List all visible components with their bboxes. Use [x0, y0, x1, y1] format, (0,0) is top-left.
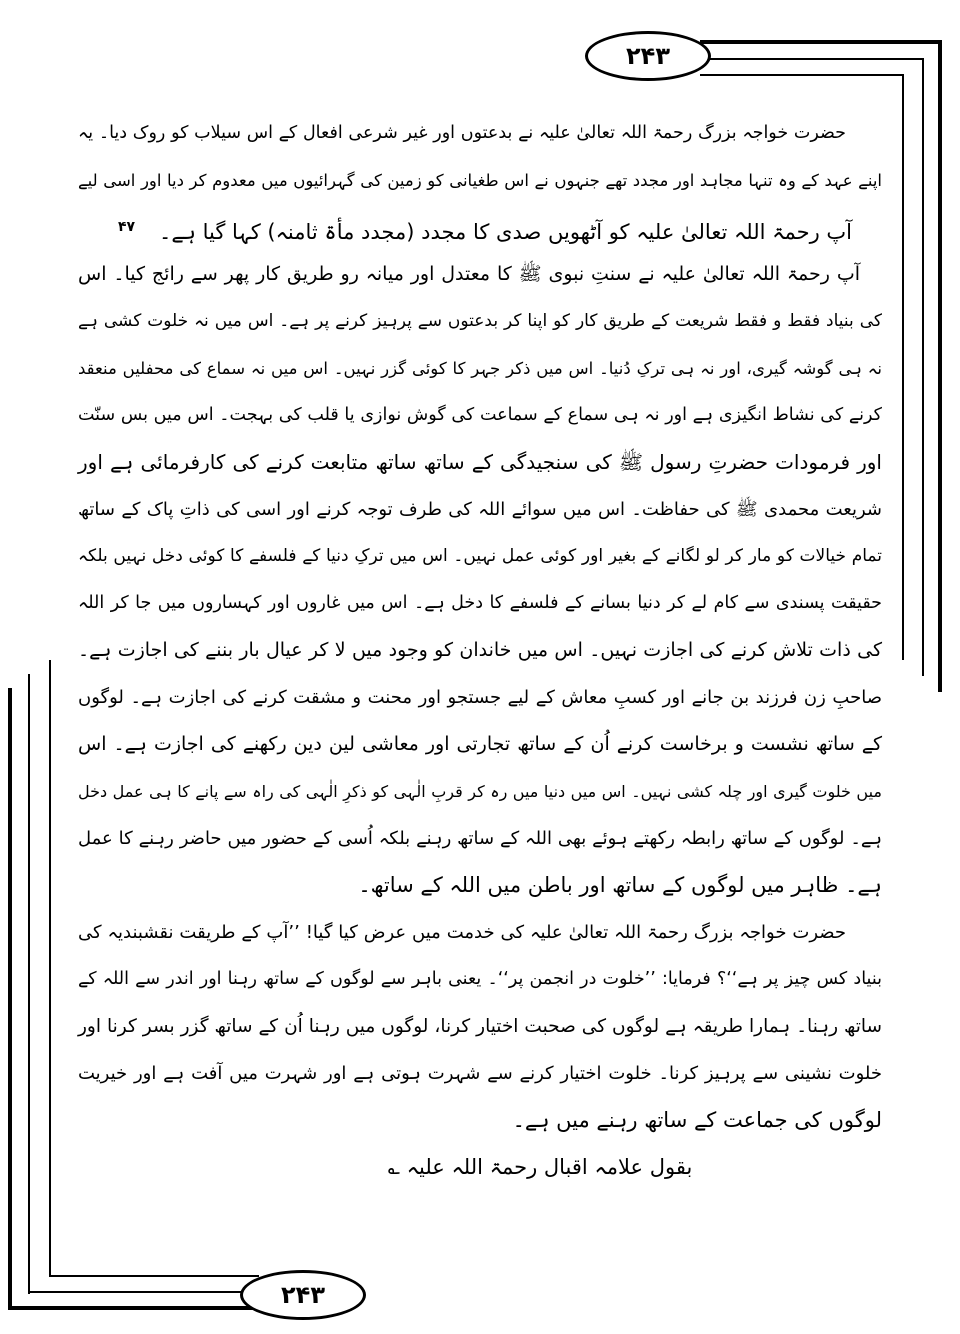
text-line: حضرت خواجہ بزرگ رحمۃ اللہ تعالیٰ علیہ کی خدمت میں عرض کیا گیا! ’’آپ کے طریقت نقشبندیہ کی: [78, 922, 846, 943]
text-line: ہے۔ لوگوں کے ساتھ رابطہ رکھتے ہوئے بھی اللہ کے ساتھ رہنے بلکہ اُسی کے حضور میں حاضر رہنے کا عمل: [78, 828, 882, 849]
text-line: شریعت محمدی ﷺ کی حفاظت۔ اس میں سوائے اللہ کی طرف توجہ کرنے اور اسی کی ذاتِ پاک کے ساتھ: [78, 499, 882, 520]
text-line: حضرت خواجہ بزرگ رحمۃ اللہ تعالیٰ علیہ نے بدعتوں اور غیر شرعی افعال کے اس سیلاب کو روک دیا۔ یہ: [78, 123, 846, 143]
text-line: کی ذات تلاش کرنے کی اجازت نہیں۔ اس میں خاندان کو وجود میں لا کر عیال بار بننے کی اجازت ہے۔: [78, 639, 882, 661]
text-line: بنیاد کس چیز پر ہے‘‘؟ فرمایا: ’’خلوت در انجمن پر‘‘۔ یعنی باہر سے لوگوں کے ساتھ رہنا اور اندر سے اللہ کے: [78, 969, 882, 989]
text-line: خلوت نشینی سے پرہیز کرنا۔ خلوت اختیار کرنے سے شہرت ہوتی ہے اور شہرت میں آفت ہے اور خیریت: [78, 1063, 882, 1084]
frame-line: [700, 74, 904, 76]
text-line: تمام خیالات کو مار کر لو لگانے کے بغیر اور کوئی عمل نہیں۔ اس میں ترکِ دنیا کے فلسفے کا کوئی دخل نہیں بلکہ: [78, 546, 882, 566]
text-line: اور فرمودات حضرتِ رسول ﷺ کی سنجیدگی کے ساتھ ساتھ متابعت کرنے کی کارفرمائی ہے اور: [78, 450, 882, 474]
text-line: صاحبِ زن فرزند بن جانے اور کسبِ معاش کے لیے جستجو اور محنت و مشقت کرنے کی اجازت ہے۔ لوگوں: [78, 687, 882, 708]
page-body-text: [78, 110, 882, 1191]
frame-line: [922, 58, 924, 676]
text-line: نہ ہی گوشہ گیری، اور نہ ہی ترکِ دُنیا۔ اس میں ذکر جہر کا کوئی گزر نہیں۔ اس میں نہ سماع کی محفلیں منعقد: [78, 359, 882, 378]
text-line: اپنے عہد کے وہ تنہا مجاہد اور مجدد تھے جنہوں نے اس طغیانی کو زمین کی گہرائیوں میں معدوم کر دیا اور اسی لیے: [78, 171, 882, 190]
text-line: ہے۔ ظاہر میں لوگوں کے ساتھ اور باطن میں اللہ کے ساتھ۔: [358, 873, 882, 897]
frame-line: [902, 74, 904, 660]
text-line: کے ساتھ نشست و برخاست کرنے اُن کے ساتھ تجارتی اور معاشی لین دین رکھنے کی اجازت ہے۔ اس: [78, 733, 882, 755]
frame-line: [28, 674, 30, 1294]
frame-line: [49, 1275, 259, 1277]
text-line: کرنے کی نشاط انگیزی ہے اور نہ ہی سماع کے سماعت کی گوش نوازی یا قلب کی بہجت۔ اس میں بس سنّت: [78, 405, 882, 425]
text-line: میں خلوت گیری اور چلہ کشی نہیں۔ اس میں دنیا میں رہ کر قربِ الٰہی کو ذکرِ الٰہی کی راہ سے پانے کا ہی عمل دخل: [78, 782, 882, 801]
text-line: لوگوں کی جماعت کے ساتھ رہنے میں ہے۔: [512, 1108, 882, 1132]
text-line: ساتھ رہنا۔ ہمارا طریقہ ہے لوگوں کی صحبت اختیار کرنا، لوگوں میں رہنا اُن کے ساتھ گزر بسر کرنا اور: [78, 1016, 882, 1037]
text-line: آپ رحمۃ اللہ تعالیٰ علیہ نے سنتِ نبوی ﷺ کا معتدل اور میانہ رو طریق کار پھر سے رائج کیا۔ اس: [78, 263, 860, 285]
frame-line: [938, 40, 942, 692]
text-line: [78, 204, 882, 251]
page-number-top: ۲۴۳: [585, 31, 711, 81]
text-line-content: آپ رحمۃ اللہ تعالیٰ علیہ کو آٹھویں صدی کا مجدد (مجدد مأۃ ثامنہ) کہا گیا ہے۔: [159, 220, 852, 244]
text-line: کی بنیاد فقط و فقط شریعت کے طریق کار کو اپنا کر بدعتوں سے پرہیز کرنے پر ہے۔ اس میں نہ خلوت کشی ہے: [78, 311, 882, 331]
frame-line: [8, 688, 12, 1310]
frame-line: [28, 1291, 258, 1293]
frame-line: [8, 1306, 258, 1310]
frame-line: [700, 40, 942, 44]
quote-attribution: بقول علامہ اقبال رحمۃ اللہ علیہ ؎: [387, 1155, 693, 1179]
frame-line: [700, 58, 924, 60]
footnote-marker: ۴۷: [117, 219, 136, 235]
text-line: حقیقت پسندی سے کام لے کر دنیا بسانے کے فلسفے کا دخل ہے۔ اس میں غاروں اور کہساروں میں جا کر اللہ: [78, 593, 882, 613]
frame-line: [49, 660, 51, 1277]
page-number-bottom: ۲۴۳: [240, 1270, 366, 1320]
